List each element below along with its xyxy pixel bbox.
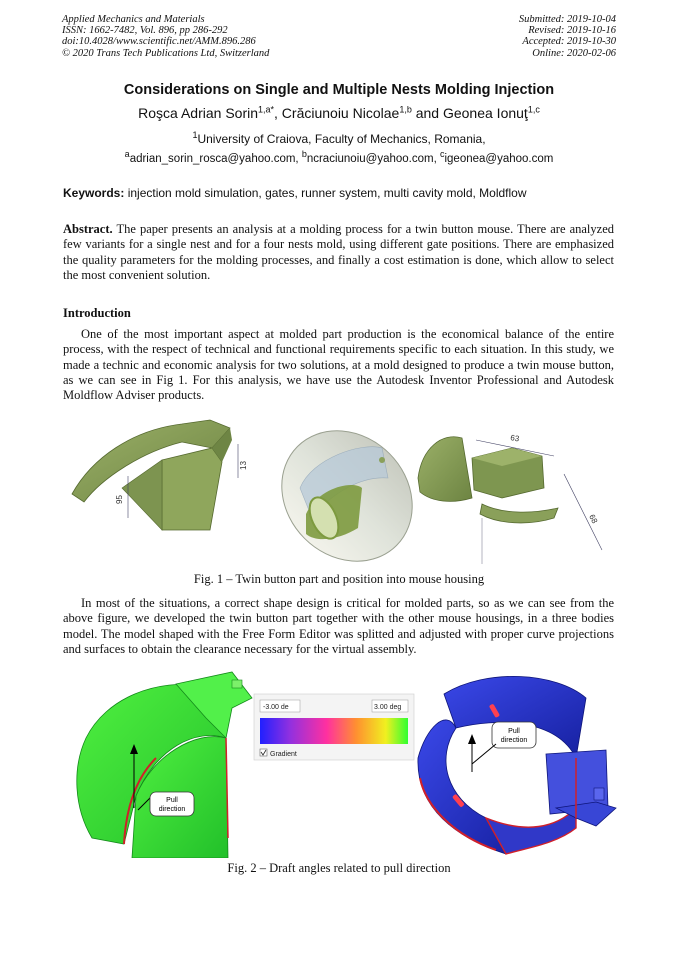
fig1-part-right: [418, 437, 602, 564]
author-3-sup: 1,c: [527, 104, 540, 115]
author-2: Crăciunoiu Nicolae: [281, 105, 400, 121]
fig1-dim-c: 63: [509, 433, 520, 444]
fig2-right-pull-label-2: direction: [500, 737, 528, 744]
abstract-label: Abstract.: [63, 222, 113, 236]
fig2-right-pull-label-1: Pull: [508, 728, 520, 735]
intro-paragraph-2: In most of the situations, a correct shape design is critical for molded parts, so as we can see from the above figure, we developed the twin button part together with the other mouse housings, in a three bodies model. The model shaped with the Free Form Editor was splitted and adjusted with proper curve projections and surfaces to obtain the clearance necessary for the virtual assembly.: [63, 596, 614, 656]
fig1-dim-b: 13: [239, 461, 248, 470]
abstract-text: The paper presents an analysis at a molding process for a twin button mouse. There are analyzed few variants for a single nest and for a four nests mold, using different gate positions. There are emphasized the quality parameters for the molding processes, and finally a cost estimation is done, which allow to select the most convenient solution.: [63, 222, 614, 282]
author-2-sup: 1,b: [399, 104, 412, 115]
affiliation-sup: 1: [192, 130, 198, 140]
author-sep-1: ,: [274, 105, 282, 121]
figure-1-image: [62, 418, 618, 568]
journal-copyright: © 2020 Trans Tech Publications Ltd, Switzerland: [62, 47, 270, 59]
fig2-left-pull-label-1: Pull: [166, 797, 178, 804]
fig1-part-left: [72, 420, 238, 530]
fig2-part-green: [77, 672, 252, 858]
author-1: Roşca Adrian Sorin: [138, 105, 258, 121]
keywords-text: injection mold simulation, gates, runner system, multi cavity mold, Moldflow: [124, 186, 527, 200]
email-b[interactable]: ncraciunoiu@yahoo.com,: [306, 153, 440, 165]
date-online: Online: 2020-02-06: [532, 47, 616, 59]
keywords-label: Keywords:: [63, 186, 125, 200]
email-a[interactable]: adrian_sorin_rosca@yahoo.com,: [129, 153, 302, 165]
affiliation: [0, 132, 678, 146]
journal-doi: doi:10.4028/www.scientific.net/AMM.896.286: [62, 36, 256, 48]
fig1-dim-a: 95: [115, 495, 124, 504]
journal-header: [62, 14, 616, 70]
intro-paragraph-1: One of the most important aspect at molded part production is the economical balance of the entire process, with the respect of technical and functional requirements specific to each situation. In this study, we made a technic and economic analysis for two solutions, at a mold designed to produce a twin mouse button, as we can see in Fig 1. For this analysis, we have use the Autodesk Inventor Professional and Autodesk Moldflow Adviser products.: [63, 327, 614, 403]
figure-1-caption: Fig. 1 – Twin button part and position into mouse housing: [193, 572, 485, 586]
abstract: [63, 222, 614, 283]
date-revised: Revised: 2019-10-16: [528, 25, 616, 37]
header-left: [62, 14, 269, 59]
date-accepted: Accepted: 2019-10-30: [522, 36, 616, 48]
email-b-sup: b: [301, 149, 307, 160]
author-list: [0, 105, 678, 121]
legend-min-value: -3.00 de: [263, 704, 289, 711]
paper-title: Considerations on Single and Multiple Nests Molding Injection: [123, 82, 555, 98]
fig1-mouse-housing: [255, 418, 439, 568]
figure-2-image: [56, 668, 622, 858]
section-heading-introduction: Introduction: [63, 306, 131, 320]
header-right: [519, 14, 616, 59]
keywords: [63, 186, 615, 200]
email-c-sup: c: [439, 149, 445, 160]
email-c[interactable]: igeonea@yahoo.com: [444, 153, 554, 165]
journal-issn: ISSN: 1662-7482, Vol. 896, pp 286-292: [62, 25, 228, 37]
fig2-left-pull-label-2: direction: [158, 806, 186, 813]
date-submitted: Submitted: 2019-10-04: [518, 14, 616, 25]
fig2-part-blue: [418, 676, 616, 854]
figure-2-caption: Fig. 2 – Draft angles related to pull direction: [227, 861, 451, 875]
journal-name: Applied Mechanics and Materials: [62, 14, 205, 25]
author-1-sup: 1,a*: [258, 104, 275, 115]
email-a-sup: a: [124, 149, 130, 160]
author-3: Geonea Ionuţ: [442, 105, 528, 121]
legend-max-value: 3.00 deg: [374, 704, 402, 711]
gradient-label: Gradient: [270, 751, 297, 758]
fig1-dim-d: 68: [587, 512, 600, 525]
author-emails: [0, 149, 678, 165]
author-sep-2: and: [411, 105, 443, 121]
fig2-color-legend: [254, 694, 414, 760]
affiliation-text: University of Craiova, Faculty of Mechanics, Romania,: [197, 132, 486, 146]
